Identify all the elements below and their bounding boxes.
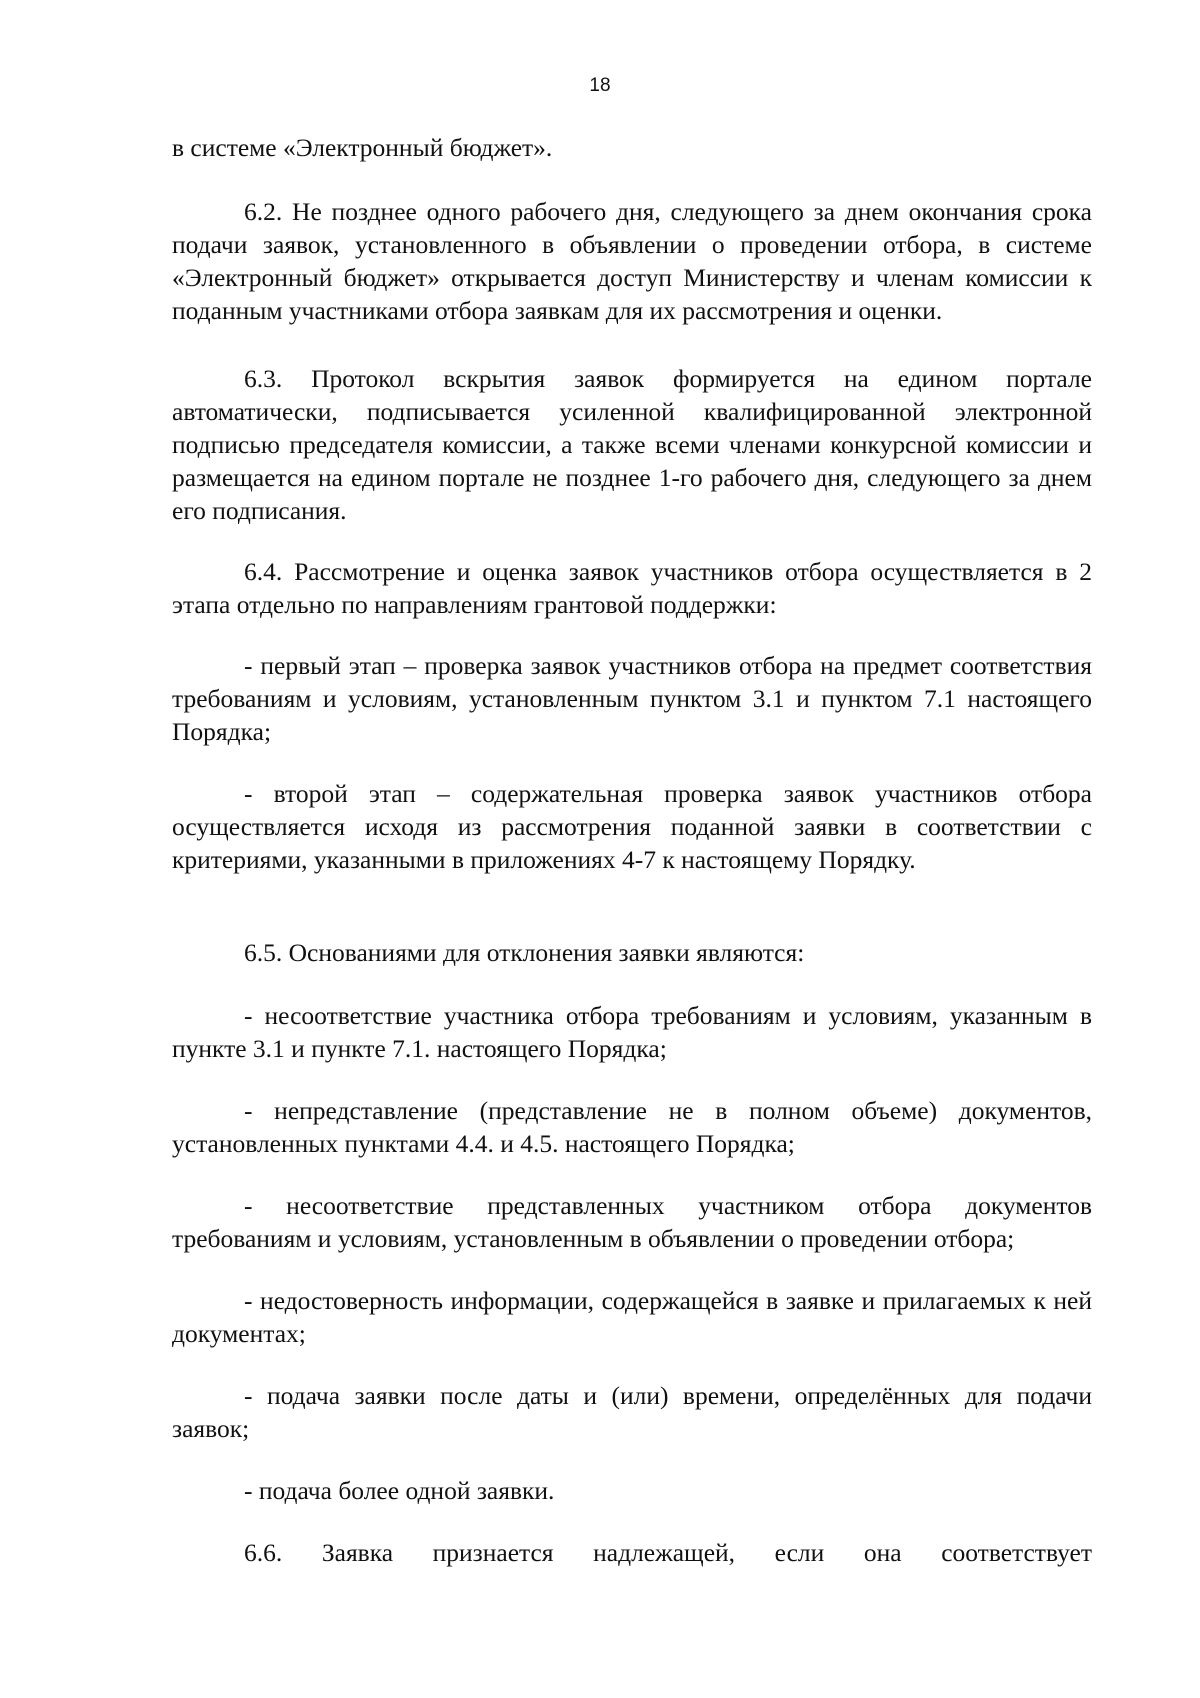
rejection-reason-1: - несоответствие участника отбора требованиям и условиям, указанным в пункте 3.1 и пункте 7.1. настоящего Порядка; (172, 1001, 1092, 1063)
paragraph-6-4: 6.4. Рассмотрение и оценка заявок участников отбора осуществляется в 2 этапа отдельно по направлениям грантовой поддержки: (172, 557, 1092, 619)
paragraph-continuation: в системе «Электронный бюджет». (172, 133, 553, 162)
page-number: 18 (589, 75, 611, 96)
rejection-reason-2: - непредставление (представление не в полном объеме) документов, установленных пунктами 4.4. и 4.5. настоящего Порядка; (172, 1096, 1092, 1158)
paragraph-6-3: 6.3. Протокол вскрытия заявок формируется на едином портале автоматически, подписывается усиленной квалифицированной электронной подписью председателя комиссии, а также всеми членами конкурсной комиссии и размещается на едином портале не позднее 1-го рабочего дня, следующего за днем его подписания. (172, 364, 1092, 525)
rejection-reason-5: - подача заявки после даты и (или) времени, определённых для подачи заявок; (172, 1381, 1092, 1443)
paragraph-6-5: 6.5. Основаниями для отклонения заявки являются: (244, 938, 805, 967)
document-body (172, 131, 1092, 1569)
paragraph-stage-1: - первый этап – проверка заявок участников отбора на предмет соответствия требованиям и условиям, установленным пунктом 3.1 и пунктом 7.1 настоящего Порядка; (172, 651, 1092, 746)
paragraph-6-2: 6.2. Не позднее одного рабочего дня, следующего за днем окончания срока подачи заявок, установленного в объявлении о проведении отбора, в системе «Электронный бюджет» открывается доступ Министерству и членам комиссии к поданным участниками отбора заявкам для их рассмотрения и оценки. (172, 197, 1092, 325)
paragraph-6-6: 6.6. Заявка признается надлежащей, если она соответствует (244, 1538, 1092, 1567)
rejection-reason-6: - подача более одной заявки. (244, 1476, 555, 1505)
rejection-reason-4: - недостоверность информации, содержащейся в заявке и прилагаемых к ней документах; (172, 1286, 1092, 1348)
paragraph-stage-2: - второй этап – содержательная проверка заявок участников отбора осуществляется исходя из рассмотрения поданной заявки в соответствии с критериями, указанными в приложениях 4-7 к настоящему Порядку. (172, 779, 1092, 874)
rejection-reason-3: - несоответствие представленных участником отбора документов требованиям и условиям, установленным в объявлении о проведении отбора; (172, 1191, 1092, 1253)
